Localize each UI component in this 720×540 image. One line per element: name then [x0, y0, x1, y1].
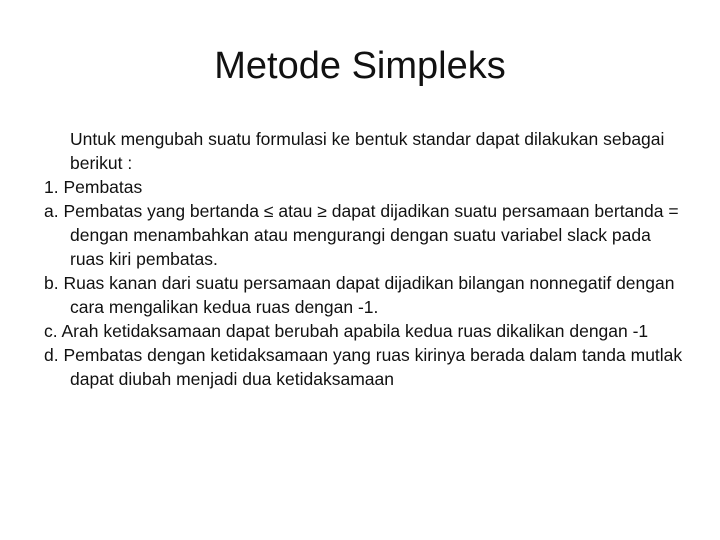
list-item-a: a. Pembatas yang bertanda ≤ atau ≥ dapat dijadikan suatu persamaan bertanda = dengan menambahkan atau mengurangi dengan suatu variabel slack pada ruas kiri pembatas. — [44, 201, 679, 269]
list-item-1: 1. Pembatas — [44, 177, 143, 197]
list-item-c: c. Arah ketidaksamaan dapat berubah apabila kedua ruas dikalikan dengan -1 — [44, 321, 649, 341]
slide-body — [44, 127, 684, 391]
list-item-d: d. Pembatas dengan ketidaksamaan yang ruas kirinya berada dalam tanda mutlak dapat diubah menjadi dua ketidaksamaan — [44, 345, 683, 389]
slide-title: Metode Simpleks — [214, 45, 506, 87]
intro-paragraph: Untuk mengubah suatu formulasi ke bentuk standar dapat dilakukan sebagai berikut : — [70, 129, 665, 173]
list-item-b: b. Ruas kanan dari suatu persamaan dapat dijadikan bilangan nonnegatif dengan cara mengalikan kedua ruas dengan -1. — [44, 273, 675, 317]
